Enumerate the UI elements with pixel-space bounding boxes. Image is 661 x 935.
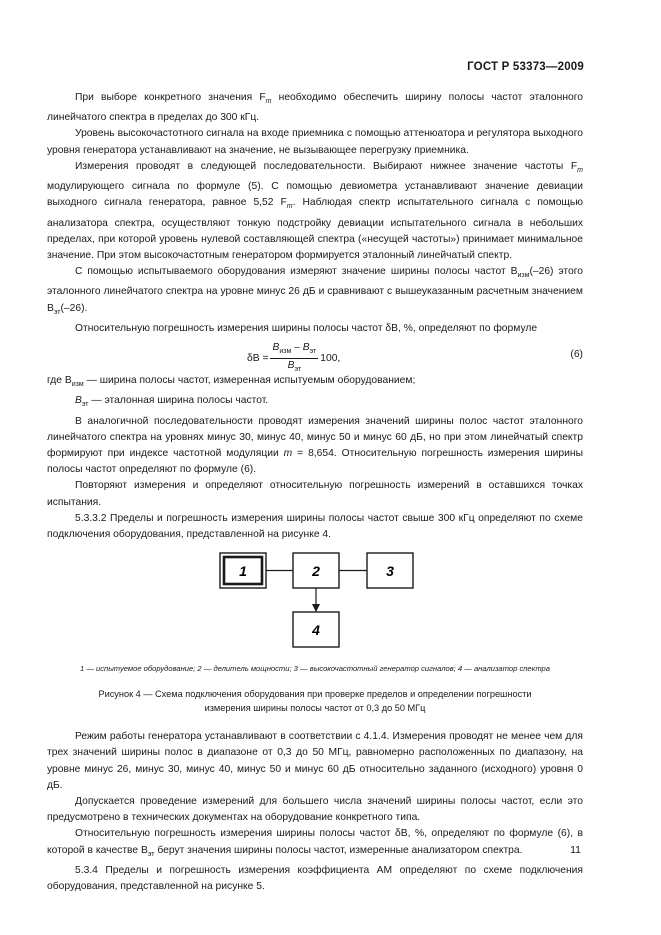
formula-lhs: δB =	[247, 352, 269, 364]
box-3-label: 3	[386, 563, 394, 580]
diagram-legend: 1 — испытуемое оборудование; 2 — делитель мощности; 3 — высокочастотный генератор сигналов; 4 — анализатор спектра	[79, 664, 551, 674]
box-1-label: 1	[239, 563, 247, 580]
paragraph: Относительную погрешность измерения ширины полосы частот δB, %, определяют по формуле (6), в которой в качестве $B_{эт}$ берут значения ширины полосы частот, измеренные анализатором спектра.	[47, 828, 583, 858]
box-4	[293, 612, 339, 647]
box-4-label: 4	[312, 622, 320, 639]
paragraph: Допускается проведение измерений для большего числа значений ширины полосы частот, если это предусмотрено в технических документах на оборудование конкретного типа.	[47, 796, 583, 824]
definition-line: $B_{эт}$ — эталонная ширина полосы частот.	[75, 395, 269, 409]
box-2	[293, 553, 339, 588]
diagram-svg	[47, 549, 583, 657]
box-2-label: 2	[312, 563, 320, 580]
page-content	[47, 90, 583, 895]
connection-diagram	[47, 549, 583, 657]
paragraph: С помощью испытываемого оборудования измеряют значение ширины полосы частот $B_{изм}(-26)$ этого эталонного линейчатого спектра на уровне минус 26 дБ и сравнивают с вышеуказанным расчетным значением $B_{эт}(-26)$.	[47, 266, 583, 316]
page-number: 11	[570, 844, 581, 856]
figure-caption	[47, 687, 583, 715]
paragraph: 5.3.3.2 Пределы и погрешность измерения ширины полосы частот свыше 300 кГц определяют по схеме подключения оборудования, представленной на рисунке 4.	[47, 512, 583, 540]
paragraph: Измерения проводят в следующей последовательности. Выбирают нижнее значение частоты $F_m$ модулирующего сигнала по формуле (5). С помощью девиометра устанавливают значение девиации выходного сигнала генератора, равное 5,52 $F_m$. Наблюдая спектр испытательного сигнала с помощью анализатора спектра, осуществляют тонкую подстройку девиации испытательного сигнала в небольших пределах, при которой уровень нулевой составляющей спектра («несущей частоты») принимает минимальное значение. При этом высокочастотным генератором формируется эталонный линейчатый спектр.	[47, 160, 583, 261]
paragraph: В аналогичной последовательности проводят измерения значений ширины полос частот эталонного линейчатого спектра на уровнях минус 30, минус 40, минус 50 и минус 60 дБ, но при этом линейчатый спектр формируют при индексе частотной модуляции m = 8,654. Относительную погрешность измерения ширины полосы частот определяют по формуле (6).	[47, 415, 583, 476]
definition-line: где $B_{изм}$ — ширина полосы частот, измеренная испытуемым оборудованием;	[47, 375, 416, 389]
paragraph: Повторяют измерения и определяют относительную погрешность измерений в оставшихся точках испытания.	[47, 480, 583, 508]
paragraph: Уровень высокочастотного сигнала на входе приемника с помощью аттенюатора и регулятора выходного уровня генератора устанавливают на значение, не вызывающее перегрузку приемника.	[47, 128, 583, 156]
formula-tail: 100,	[320, 352, 341, 364]
caption-line-2: измерения ширины полосы частот от 0,3 до 50 МГц	[204, 703, 426, 714]
formula-6	[47, 339, 583, 374]
formula-fraction: $\frac{B_{изм} - B_{эт}}{B_{эт}}$	[272, 342, 317, 374]
paragraph: 5.3.4 Пределы и погрешность измерения коэффициента АМ определяют по схеме подключения оборудования, представленной на рисунке 5.	[47, 864, 583, 893]
box-3	[367, 553, 413, 588]
equation-number: (6)	[570, 349, 583, 361]
paragraph: Относительную погрешность измерения ширины полосы частот δB, %, определяют по формуле	[75, 322, 538, 334]
paragraph: Режим работы генератора устанавливают в соответствии с 4.1.4. Измерения проводят не менее чем для трех значений ширины полос в диапазоне от 0,3 до 50 МГц, равномерно расположенных по диапазону, на уровне минус 26, минус 30, минус 40, минус 50 и минус 60 дБ относительно заданного (исходного) уровня 0 дБ.	[47, 731, 583, 791]
box-1	[220, 553, 266, 588]
caption-line-1: Рисунок 4 — Схема подключения оборудования при проверке пределов и определении погрешности	[98, 689, 532, 700]
document-header: ГОСТ Р 53373—2009	[467, 61, 584, 73]
paragraph: При выборе конкретного значения $F_m$ необходимо обеспечить ширину полосы частот эталонного линейчатого спектра в пределах до 300 кГц.	[47, 92, 584, 124]
